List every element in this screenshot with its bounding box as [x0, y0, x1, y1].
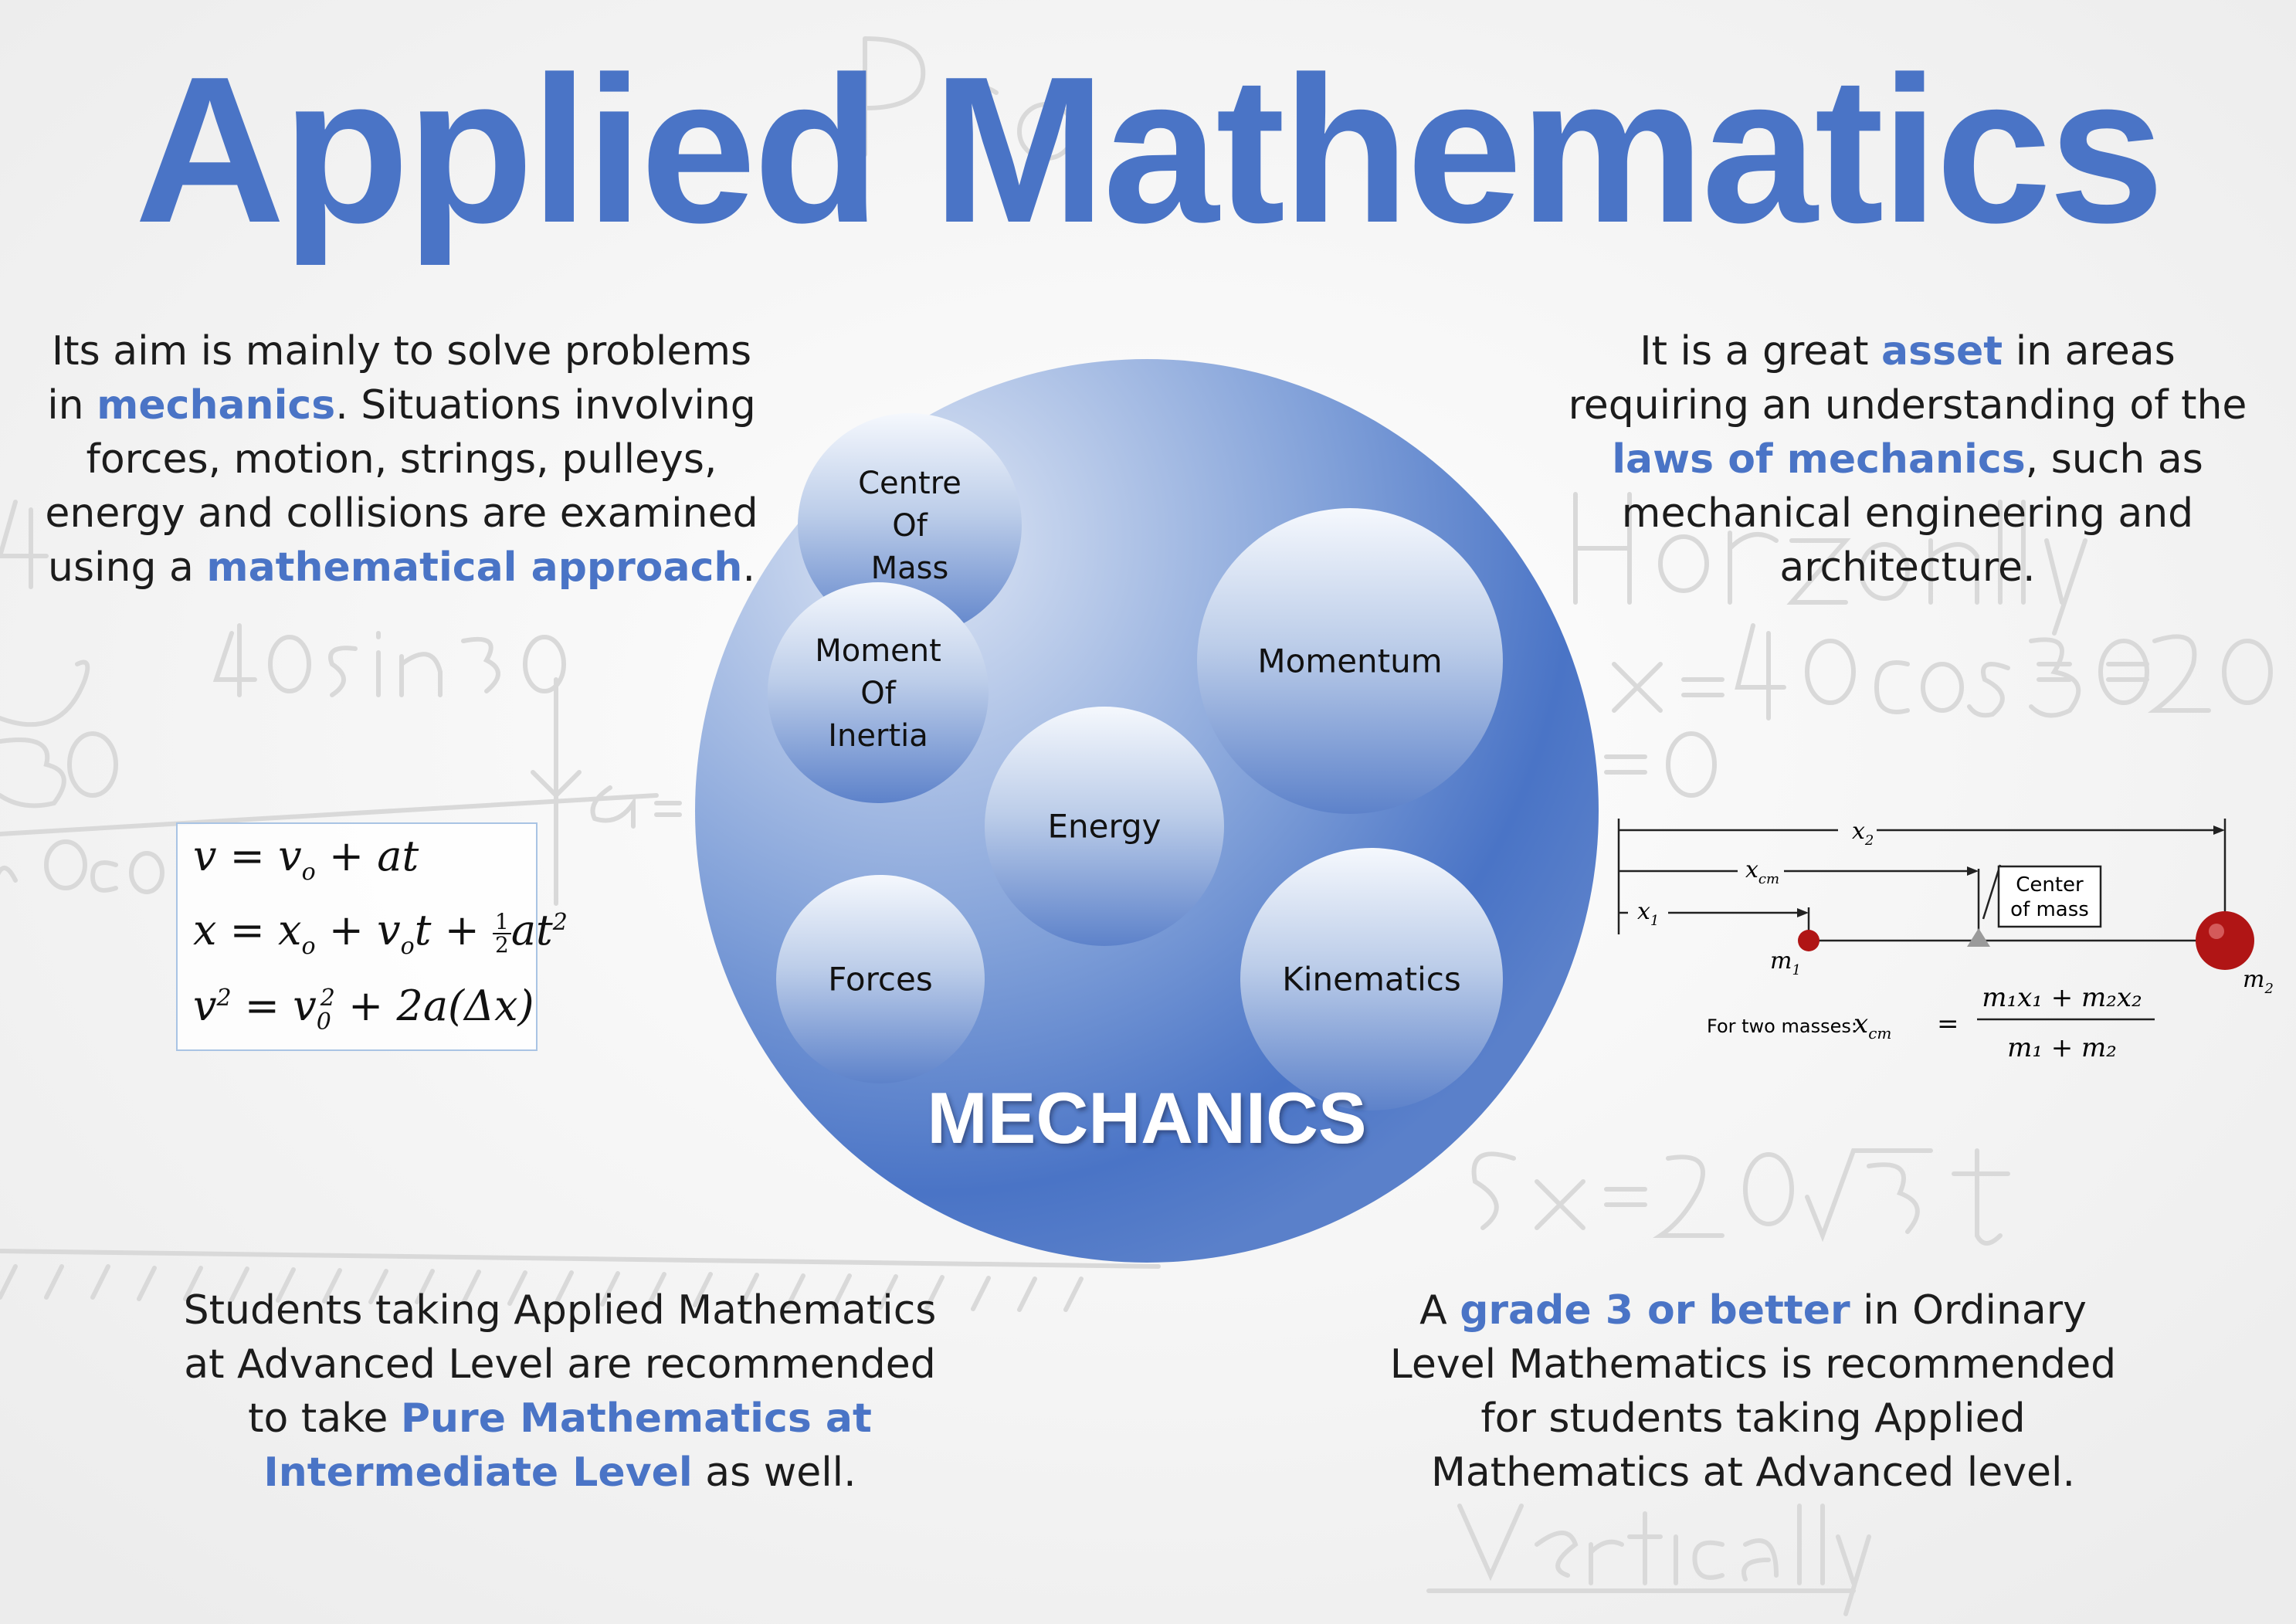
kinematic-equations-box [176, 822, 568, 1051]
paragraph-text: Its aim is mainly to solve problems in [47, 328, 752, 429]
mass-1-ball [1798, 930, 1820, 951]
equation-displacement: $x = x_o + v_ot$ + $\frac{1}{2}$ $at^2$ [193, 906, 568, 960]
half-fraction: $\frac{1}{2}$ [493, 911, 511, 956]
highlight-text: grade 3 or better [1460, 1287, 1850, 1334]
formula-numerator: m₁x₁ + m₂x₂ [1982, 982, 2142, 1013]
paragraph-text: . Situations involving forces, motion, strings, pulleys, energy and collisions are examined using a [45, 382, 758, 591]
mechanics-label: MECHANICS [927, 1077, 1367, 1158]
students-paragraph [170, 1283, 950, 1500]
svg-text:=: = [1937, 1009, 1959, 1039]
center-of-mass-figure [1606, 803, 2286, 1081]
bubble-label: Inertia [828, 718, 928, 754]
mass-2-ball [2196, 911, 2254, 970]
paragraph-text: , such as mechanical engineering and architecture. [1621, 436, 2203, 591]
paragraph-text: in areas requiring an understanding of the [1568, 328, 2247, 429]
bubble-label: Kinematics [1282, 960, 1461, 998]
equation-velocity: $v = v_o$ + at [193, 832, 419, 886]
bubble-label: Of [860, 676, 896, 711]
paragraph-text: It is a great [1640, 328, 1882, 375]
forces-bubble [776, 875, 985, 1083]
callout-line-1: Center [2016, 873, 2084, 897]
formula-denominator: m₁ + m₂ [2007, 1032, 2117, 1063]
highlight-text: mathematical approach [206, 544, 743, 591]
bubble-label: Centre [858, 465, 961, 501]
paragraph-text: in Ordinary Level Mathematics is recommended for students taking Applied Mathematics at Advanced level. [1389, 1287, 2117, 1496]
bubble-label: Energy [1047, 807, 1162, 846]
x2-label: $x_2$ [1852, 818, 1874, 849]
equation-velocity-squared: $v^2 = v_0^2 + 2a(\Delta x)$ [193, 982, 534, 1036]
bubble-label: Moment [815, 632, 941, 669]
bubble-label: Of [892, 508, 928, 544]
formula-lhs: $x_{cm}$ [1853, 1009, 1892, 1043]
paragraph-text: as well. [692, 1449, 856, 1496]
page-title: Applied Mathematics [134, 34, 2162, 266]
bubble-label: Momentum [1257, 642, 1443, 680]
highlight-text: mechanics [97, 382, 336, 429]
bubble-label: Forces [828, 960, 933, 998]
m2-label: $m_2$ [2243, 966, 2274, 997]
highlight-text: Pure Mathematics at Intermediate Level [263, 1395, 872, 1496]
grade-paragraph [1375, 1283, 2132, 1500]
callout-line-2: of mass [2010, 898, 2089, 921]
bubble-label: Mass [870, 551, 949, 587]
asset-paragraph [1568, 324, 2247, 595]
energy-bubble [985, 707, 1224, 946]
highlight-text: laws of mechanics [1612, 436, 2026, 483]
aim-paragraph [31, 324, 772, 595]
xcm-label: $x_{cm}$ [1745, 856, 1780, 887]
formula-prefix: For two masses: [1707, 1015, 1857, 1037]
moment-of-inertia-bubble [768, 582, 989, 803]
paragraph-text: A [1419, 1287, 1460, 1334]
momentum-bubble [1197, 508, 1503, 814]
mechanics-bubble-diagram [695, 355, 1606, 1266]
paragraph-text: . [742, 544, 755, 591]
highlight-text: asset [1881, 328, 2003, 375]
kinematics-bubble [1240, 848, 1503, 1110]
m1-label: $m_1$ [1770, 948, 1801, 978]
x1-label: $x_1$ [1637, 898, 1660, 929]
paragraph-text: Students taking Applied Mathematics at Advanced Level are recommended to take [183, 1287, 937, 1442]
